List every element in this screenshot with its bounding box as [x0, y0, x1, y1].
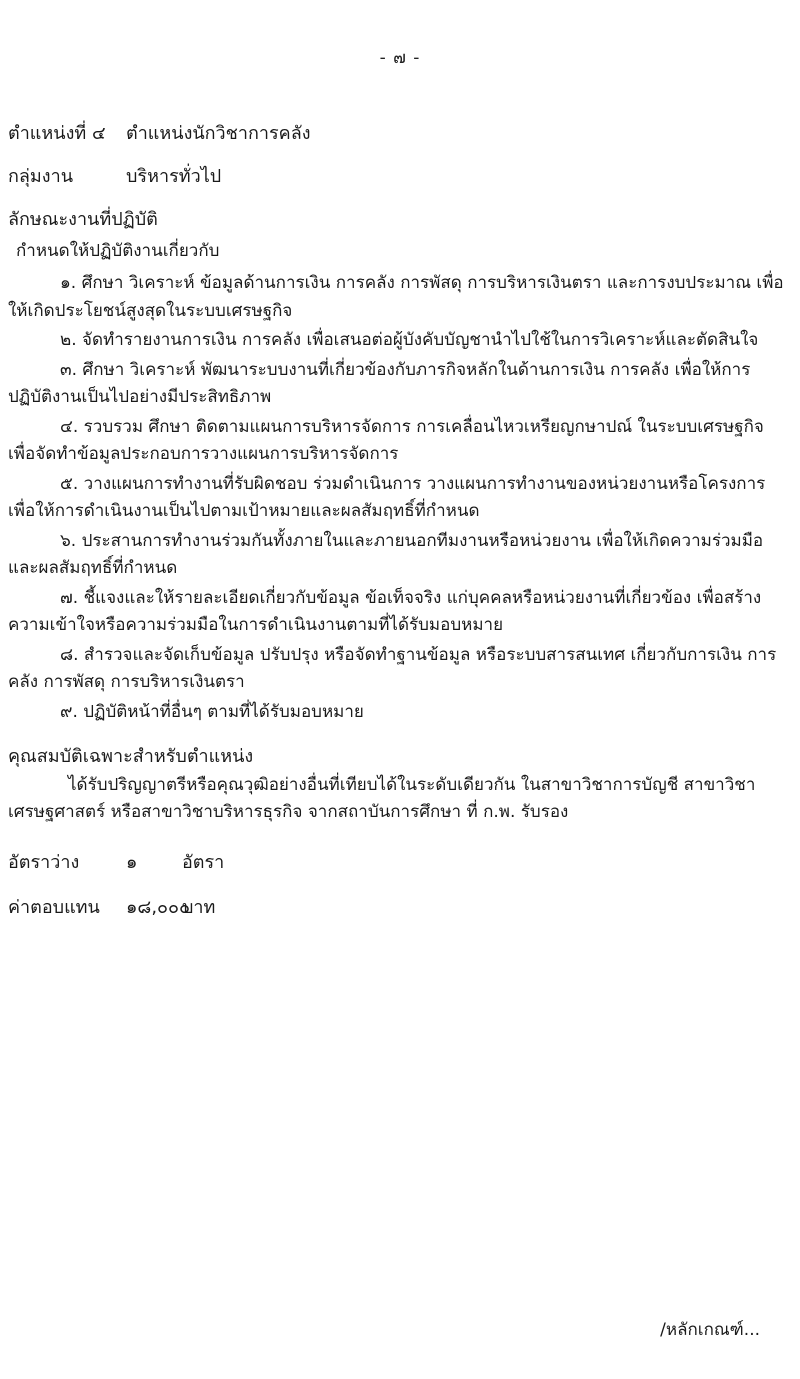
compensation-row: [8, 892, 792, 921]
vacancy-label: อัตราว่าง: [8, 851, 80, 873]
page-number: - ๗ -: [379, 48, 421, 68]
vacancy-row: [8, 847, 792, 876]
qualifications-heading: คุณสมบัติเฉพาะสำหรับตำแหน่ง: [8, 745, 254, 767]
vacancy-number: ๑: [126, 851, 138, 873]
summary-rows: [8, 847, 792, 921]
document-body: [8, 118, 792, 937]
duty-item: ๖. ประสานการทำงานร่วมกันทั้งภายในและภายนอกทีมงานหรือหน่วยงาน เพื่อให้เกิดความร่วมมือและผลสัมฤทธิ์ที่กำหนด: [8, 530, 764, 579]
position-title-row: [8, 118, 792, 147]
vacancy-unit: อัตรา: [182, 851, 225, 873]
duty-item: ๑. ศึกษา วิเคราะห์ ข้อมูลด้านการเงิน การคลัง การพัสดุ การบริหารเงินตรา และการงบประมาณ เพื่อให้เกิดประโยชน์สูงสุดในระบบเศรษฐกิจ: [8, 273, 784, 321]
position-group-value: บริหารทั่วไป: [126, 166, 222, 187]
duty-item: ๘. สำรวจและจัดเก็บข้อมูล ปรับปรุง หรือจัดทำฐานข้อมูล หรือระบบสารสนเทศ เกี่ยวกับการเงิน การคลัง การพัสดุ การบริหารเงินตรา: [8, 644, 777, 693]
duties-heading: ลักษณะงานที่ปฏิบัติ: [8, 209, 158, 230]
duties-list: [8, 270, 792, 727]
position-title-label: ตำแหน่งที่ ๔: [8, 123, 106, 144]
footer-note: /หลักเกณฑ์...: [660, 1320, 760, 1340]
position-group-label: กลุ่มงาน: [8, 166, 73, 187]
compensation-label: ค่าตอบแทน: [8, 896, 100, 918]
duty-item: ๕. วางแผนการทำงานที่รับผิดชอบ ร่วมดำเนินการ วางแผนการทำงานของหน่วยงานหรือโครงการ เพื่อให้การดำเนินงานเป็นไปตามเป้าหมายและผลสัมฤทธิ์ที่กำหนด: [8, 473, 766, 522]
qualifications-text: ได้รับปริญญาตรีหรือคุณวุฒิอย่างอื่นที่เทียบได้ในระดับเดียวกัน ในสาขาวิชาการบัญชี สาขาวิชาเศรษฐศาสตร์ หรือสาขาวิชาบริหารธุรกิจ จากสถาบันการศึกษา ที่ ก.พ. รับรอง: [8, 774, 756, 823]
duty-item: ๓. ศึกษา วิเคราะห์ พัฒนาระบบงานที่เกี่ยวข้องกับภารกิจหลักในด้านการเงิน การคลัง เพื่อให้การปฏิบัติงานเป็นไปอย่างมีประสิทธิภาพ: [8, 359, 751, 408]
compensation-amount: ๑๘,๐๐๐: [126, 896, 190, 918]
duty-item: ๔. รวบรวม ศึกษา ติดตามแผนการบริหารจัดการ การเคลื่อนไหวเหรียญกษาปณ์ ในระบบเศรษฐกิจ เพื่อจัดทำข้อมูลประกอบการวางแผนการบริหารจัดการ: [8, 416, 764, 465]
position-group-row: [8, 161, 792, 190]
duty-item: ๗. ชี้แจงและให้รายละเอียดเกี่ยวกับข้อมูล ข้อเท็จจริง แก่บุคคลหรือหน่วยงานที่เกี่ยวข้อง เพื่อสร้างความเข้าใจหรือความร่วมมือในการดำเนินงานตามที่ได้รับมอบหมาย: [8, 587, 762, 636]
duty-item: ๙. ปฏิบัติหน้าที่อื่นๆ ตามที่ได้รับมอบหมาย: [60, 701, 364, 722]
duty-item: ๒. จัดทำรายงานการเงิน การคลัง เพื่อเสนอต่อผู้บังคับบัญชานำไปใช้ในการวิเคราะห์และตัดสินใจ: [60, 330, 759, 351]
compensation-unit: บาท: [182, 896, 216, 918]
position-title-value: ตำแหน่งนักวิชาการคลัง: [126, 123, 311, 144]
duties-intro: กำหนดให้ปฏิบัติงานเกี่ยวกับ: [16, 241, 220, 261]
